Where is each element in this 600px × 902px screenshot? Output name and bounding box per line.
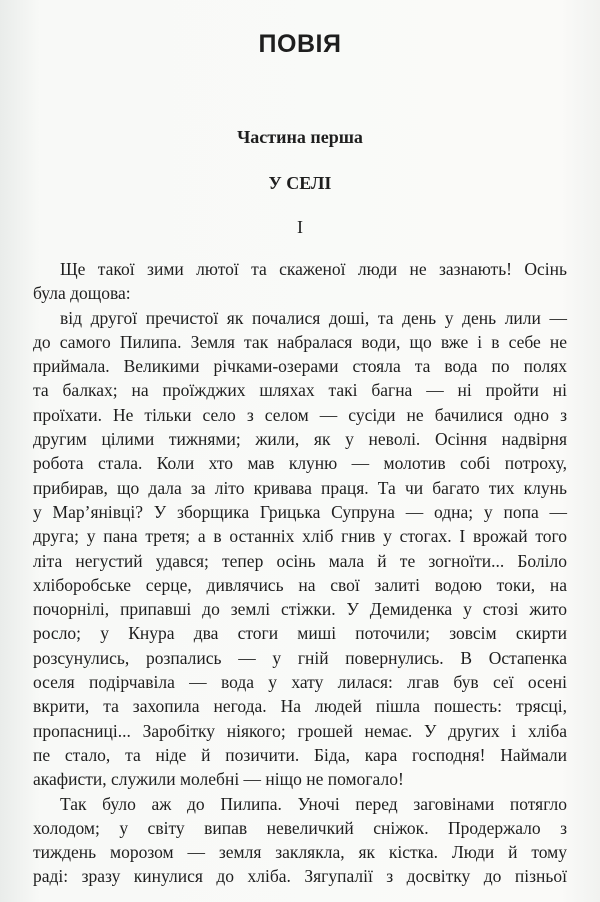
text-line: та балках; на проїжджих шляхах такі багна — ні пройти ні [33, 380, 567, 401]
text-line: другим цілими тижнями; жили, як у неволі. Осіння надвірня [33, 429, 567, 450]
text-line: друга; у пана третя; а в останніх хліб гнив у стогах. І врожай того [33, 526, 567, 547]
book-title: ПОВІЯ [258, 30, 342, 58]
text-line: Так було аж до Пилипа. Уночі перед заговінами потягло [60, 793, 567, 814]
text-line: вкрити, та захопила негода. На людей пішла пошесть: трясці, [33, 696, 567, 717]
text-line: приймала. Великими річками-озерами стояла та вода по полях [33, 356, 567, 377]
text-line: прибирав, що дала за літо кривава праця. Та чи багато тих клунь [33, 477, 567, 498]
text-line: літа негустий удався; тепер осінь мала й те зогноїти... Боліло [33, 550, 567, 571]
text-line: раді: зразу кинулися до хліба. Зягупалії з досвітку до пізньої [33, 866, 567, 887]
text-line: росло; у Кнура два стоги миші поточили; зовсім скирти [33, 623, 567, 644]
text-line: Ще такої зими лютої та скаженої люди не зазнають! Осінь [60, 259, 567, 279]
text-line: у Мар’янівці? У зборщика Грицька Супруна — одна; у попа — [33, 501, 567, 522]
text-line: до самого Пилипа. Земля так набралася води, що вже і в себе не [33, 331, 567, 352]
part-heading: Частина перша [237, 127, 363, 147]
text-line: від другої пречистої як почалися доші, та день у день лили — [60, 307, 567, 328]
text-line: розсунулись, розпались — у гній повернулись. В Остапенка [33, 647, 567, 668]
section-heading: У СЕЛІ [268, 173, 332, 193]
text-line: пропасниці... Заробітку ніякого; грошей немає. У других і хліба [33, 720, 567, 741]
text-line: холодом; у світу випав невеличкий сніжок. Продержало з [33, 817, 567, 838]
text-line: акафисти, служили молебні — ніщо не помогало! [33, 769, 404, 790]
text-line: була дощова: [33, 283, 131, 304]
text-line: почорнілі, припавші до землі стіжки. У Демиденка у стозі жито [33, 599, 567, 620]
text-line: пе стало, та ніде й позичити. Біда, кара господня! Наймали [33, 744, 567, 765]
text-line: хліборобське серце, дивлячись на свої залиті водою токи, на [33, 574, 567, 595]
text-line: проїхати. Не тільки село з селом — сусіди не бачилися одно з [33, 404, 567, 425]
text-line: оселя подірчавіла — вода у хату лилася: лгав був сеї осені [33, 672, 567, 693]
text-line: тиждень морозом — земля заклякла, як кістка. Люди й тому [33, 842, 567, 863]
body-text [33, 257, 567, 889]
text-line: робота стала. Коли хто мав клуню — молотив собі потроху, [33, 453, 567, 474]
chapter-number: I [297, 217, 303, 237]
